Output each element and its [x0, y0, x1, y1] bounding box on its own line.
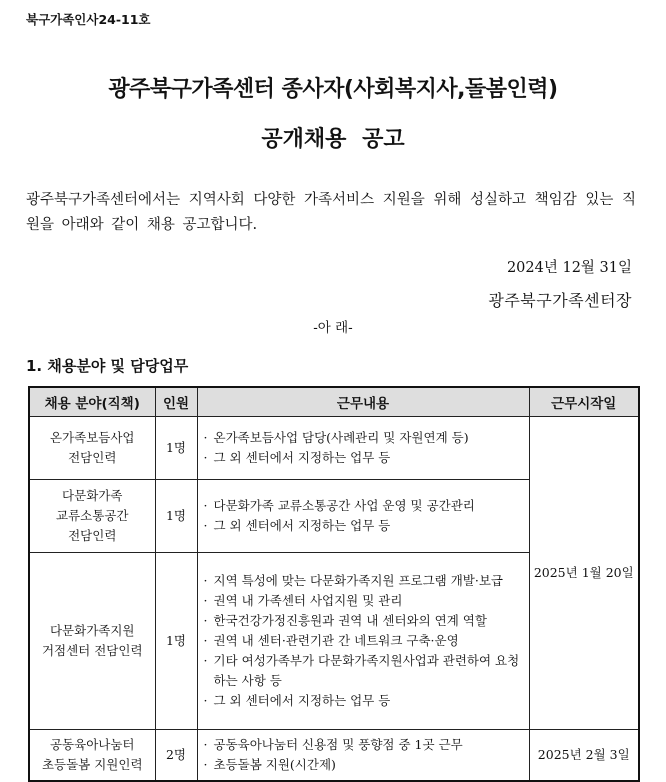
- duties-cell: [197, 730, 529, 782]
- field-line: 교류소통공간: [56, 508, 129, 523]
- field-cell: [29, 417, 155, 480]
- duty-item: · 온가족보듬사업 담당(사례관리 및 자원연계 등): [203, 430, 469, 445]
- title-line-1: 광주북구가족센터 종사자(사회복지사,돌봄인력): [108, 77, 558, 102]
- count-cell: 1명: [155, 417, 197, 480]
- table-header-row: [29, 387, 639, 417]
- intro-paragraph: 광주북구가족센터에서는 지역사회 다양한 가족서비스 지원을 위해 성실하고 책임감 있는 직원을 아래와 같이 채용 공고합니다.: [26, 192, 636, 233]
- duty-item: · 초등돌봄 지원(시간제): [203, 757, 336, 772]
- section-1-title: 1. 채용분야 및 담당업무: [26, 357, 189, 375]
- recruitment-table: [28, 386, 640, 782]
- field-line: 온가족보듬사업: [49, 430, 135, 445]
- announcement-date: 2024년 12월 31일: [506, 260, 632, 276]
- duty-item: · 그 외 센터에서 지정하는 업무 등: [203, 518, 391, 533]
- duty-item: · 권역 내 센터·관련기관 간 네트워크 구축·운영: [203, 633, 459, 648]
- header-start: 근무시작일: [529, 387, 639, 417]
- count-cell: 1명: [155, 553, 197, 730]
- duty-item: · 다문화가족 교류소통공간 사업 운영 및 공간관리: [203, 498, 475, 513]
- duty-item: · 기타 여성가족부가 다문화가족지원사업과 관련하여 요청하는 사항 등: [203, 653, 520, 688]
- duty-item: · 권역 내 가족센터 사업지원 및 관리: [203, 593, 403, 608]
- issuer-name: 광주북구가족센터장: [488, 291, 632, 310]
- field-line: 거점센터 전담인력: [41, 643, 143, 658]
- duties-cell: [197, 417, 529, 480]
- duties-cell: [197, 480, 529, 553]
- duties-cell: [197, 553, 529, 730]
- duty-item: · 공동육아나눔터 신용점 및 풍향점 중 1곳 근무: [203, 737, 463, 752]
- document-number: 북구가족인사24-11호: [26, 12, 151, 27]
- field-line: 다문화가족: [62, 488, 123, 503]
- duty-item: · 지역 특성에 맞는 다문화가족지원 프로그램 개발·보급: [203, 573, 503, 588]
- start-date-cell: 2025년 2월 3일: [529, 730, 639, 782]
- table-row: [29, 417, 639, 480]
- header-duties: 근무내용: [197, 387, 529, 417]
- below-label: -아 래-: [313, 320, 353, 336]
- count-cell: 2명: [155, 730, 197, 782]
- field-line: 전담인력: [68, 450, 117, 465]
- header-field: 채용 분야(직책): [29, 387, 155, 417]
- field-line: 다문화가족지원: [49, 623, 135, 638]
- field-line: 공동육아나눔터: [49, 737, 135, 752]
- count-cell: 1명: [155, 480, 197, 553]
- duty-item: · 그 외 센터에서 지정하는 업무 등: [203, 450, 391, 465]
- duty-item: · 그 외 센터에서 지정하는 업무 등: [203, 693, 391, 708]
- field-line: 초등돌봄 지원인력: [41, 757, 143, 772]
- start-date-cell: 2025년 1월 20일: [529, 417, 639, 730]
- field-cell: [29, 480, 155, 553]
- field-cell: [29, 553, 155, 730]
- field-cell: [29, 730, 155, 782]
- header-count: 인원: [155, 387, 197, 417]
- table-row: [29, 730, 639, 782]
- title-line-2: 공개채용 공고: [261, 127, 405, 152]
- duty-item: · 한국건강가정진흥원과 권역 내 센터와의 연계 역할: [203, 613, 487, 628]
- field-line: 전담인력: [68, 528, 117, 543]
